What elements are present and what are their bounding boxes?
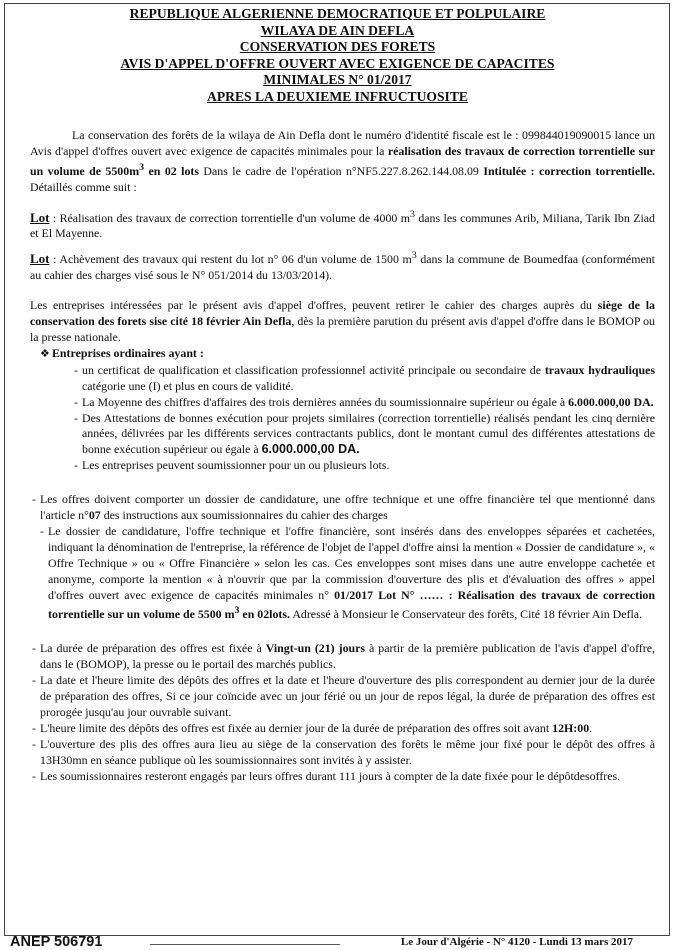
condition-1-text-2: catégorie une (I) et plus en cours de validité. [82, 378, 294, 393]
notice-body [30, 128, 655, 785]
lot-1-sup: 3 [409, 208, 415, 220]
offres-paragraph-2 [30, 524, 655, 623]
delai-1-bold: Vingt-un (21) jours [265, 641, 366, 656]
intro-text-2: Dans le cadre de l'opération n°NF5.227.8.262.144.08.09 [199, 163, 484, 178]
retrait-text-2: , dès la première parution du présent avis d'appel d'offre dans le BOMOP ou la presse nationale. [30, 314, 656, 344]
intro-bold-3: Intitulée : correction torrentielle. [483, 163, 655, 178]
journal-credit: Le Jour d'Algérie - N° 4120 - Lundi 13 mars 2017 [400, 936, 633, 948]
delai-1-text: La durée de préparation des offres est fixée à [40, 641, 266, 656]
condition-1-bold: travaux hydrauliques [544, 362, 655, 377]
dash-bullet-icon: - [74, 458, 78, 473]
footer-divider [150, 944, 340, 945]
lot-1-text-2: dans les communes Arib, Miliana, Tarik Ibn Ziad et El Mayenne. [30, 210, 655, 241]
delai-2 [30, 673, 655, 721]
dash-bullet-icon: - [32, 720, 36, 735]
header-avis-title: AVIS D'APPEL D'OFFRE OUVERT AVEC EXIGENCE DE CAPACITES [120, 55, 555, 71]
notice-header [0, 6, 675, 106]
lot-2-text-2: dans la commune de Boumedfaa (conformément au cahier des charges visé sous le N° 051/2014 du 13/03/2014). [30, 252, 655, 283]
dash-bullet-icon: - [32, 736, 36, 751]
offres-2-bold: 01/2017 Lot N° …… : Réalisation des travaux de correction torrentielle sur un volume de 5500 m [48, 587, 655, 622]
offres-2-bold-2: en 02lots. [239, 607, 290, 622]
header-infructuosite: APRES LA DEUXIEME INFRUCTUOSITE [207, 88, 468, 104]
dash-bullet-icon: - [32, 673, 36, 688]
condition-item-4 [30, 458, 655, 474]
condition-3-text: Des Attestations de bonnes exécution pour projets similaires (correction torrentielle) réalisés pendant les cinq dernière années, délivrées par les différents services contractants publics, dont le montant cumul des différentes attestations de bonne exécution supérieur ou égale à [82, 410, 655, 457]
condition-1-text: un certificat de qualification et classification professionnel activité principale ou secondaire de [82, 362, 545, 377]
dash-bullet-icon: - [32, 768, 36, 783]
lot-2-label: Lot [30, 251, 50, 267]
intro-paragraph [30, 128, 655, 196]
offres-2-text: Le dossier de candidature, l'offre technique et l'offre financière, sont insérés dans des enveloppes séparées et cachetées, indiquant la dénomination de l'entreprise, la référence de l'objet de l'appel d'offre ainsi la mention « Dossier de candidature », « Offre Technique » ou « Offre Financière » selon les cas. Ces enveloppes sont mises dans une autre enveloppe cachetée et anonyme, comporte la mention « à n'ouvrir que par la commission d'ouverture des plis et d'évaluation des offres » appel d'offres ouvert avec exigence de capacités minimales n° [48, 523, 655, 602]
condition-3-amount: 6.000.000,00 DA. [261, 442, 360, 457]
delai-4-text: L'ouverture des plis des offres aura lieu au siège de la conservation des forêts le même jour fixé pour le dépôt des offres à 13H30mn en séance publique où les soumissionnaires sont invités à y assister. [40, 736, 655, 767]
intro-text-1: La conservation des forêts de la wilaya de Ain Defla dont le numéro d'identité fiscale est le : 099844019090015 lance un Avis d'appel d'offres ouvert avec exigence de capacités minimales pour la [30, 128, 655, 158]
lot-1-paragraph [30, 207, 655, 243]
dash-bullet-icon: - [74, 410, 78, 425]
lot-1-label: Lot [30, 209, 50, 225]
retrait-bold: siège de la conservation des forets sise cité 18 février Ain Defla [30, 298, 655, 329]
anep-reference: ANEP 506791 [10, 934, 103, 950]
offres-1-text-2: des instructions aux soumissionnaires du cahier des charges [100, 508, 388, 523]
delai-3 [30, 721, 655, 737]
lot-2-paragraph [30, 248, 655, 284]
delai-5 [30, 769, 655, 785]
delai-1 [30, 641, 655, 673]
intro-bold-1: réalisation des travaux de correction torrentielle sur un volume de 5500m [30, 143, 655, 178]
delai-3-end: . [589, 720, 593, 735]
intro-sup: 3 [139, 161, 145, 173]
dash-bullet-icon: - [40, 523, 44, 538]
conditions-head-text: Entreprises ordinaires ayant : [52, 345, 204, 360]
header-republic: REPUBLIQUE ALGERIENNE DEMOCRATIQUE ET POLPULAIRE [129, 6, 546, 21]
dash-bullet-icon: - [32, 641, 36, 656]
delai-4 [30, 737, 655, 769]
dash-bullet-icon: - [32, 492, 36, 507]
condition-item-1 [30, 363, 655, 395]
header-wilaya: WILAYA DE AIN DEFLA [260, 22, 415, 38]
lot-2-text: : Achèvement des travaux qui restent du lot n° 06 d'un volume de 1500 m [49, 252, 412, 267]
retrait-text-1: Les entreprises intéressées par le présent avis d'appel d'offres, peuvent retirer le cahier des charges auprès du [30, 298, 598, 313]
offres-2-sup: 3 [234, 605, 240, 617]
lot-2-sup: 3 [411, 250, 417, 262]
condition-item-3 [30, 411, 655, 459]
offres-2-address: Adressé à Monsieur le Conservateur des forêts, Cité 18 février Ain Defla. [290, 607, 642, 622]
offres-1-text: Les offres doivent comporter un dossier de candidature, une offre technique et une offre financière tel que mentionné dans l'article n° [40, 492, 655, 523]
condition-2-amount: 6.000.000,00 DA. [568, 394, 654, 409]
conditions-heading [40, 346, 655, 363]
dash-bullet-icon: - [74, 394, 78, 409]
delai-5-text: Les soumissionnaires resteront engagés par leurs offres durant 111 jours à compter de la date fixée pour le dépôtdesoffres. [40, 768, 621, 783]
diamond-bullet-icon: ❖ [40, 347, 50, 360]
delai-2-text: La date et l'heure limite des dépôts des offres et la date et l'heure d'ouverture des plis correspondent au dernier jour de la durée de préparation des offres, Si ce jour coïncide avec un jour férié ou un jour de repos légal, la durée de préparation des offres est prorogée jusqu'au jour ouvrable suivant. [40, 673, 655, 719]
dash-bullet-icon: - [74, 362, 78, 377]
condition-2-text: La Moyenne des chiffres d'affaires des trois dernières années du soumissionnaire supérieur ou égale à [82, 394, 569, 409]
offres-paragraph-1 [30, 492, 655, 524]
header-conservation: CONSERVATION DES FORETS [239, 39, 436, 55]
lot-1-text: : Réalisation des travaux de correction torrentielle d'un volume de 4000 m [49, 210, 410, 225]
retrait-paragraph [30, 298, 655, 346]
intro-bold-2: en 02 lots [144, 163, 199, 178]
delai-3-text: L'heure limite des dépôts des offres est fixée au dernier jour de la durée de préparation des offres soit avant [40, 720, 553, 735]
condition-4-text: Les entreprises peuvent soumissionner pour un ou plusieurs lots. [82, 458, 390, 473]
delai-3-hour: 12H:00 [552, 720, 590, 735]
offres-1-article: 07 [88, 508, 101, 523]
delai-1-text-2: à partir de la première publication de l'avis d'appel d'offre, dans le (BOMOP), la presse ou le portail des marchés publics. [40, 641, 655, 672]
condition-item-2 [30, 395, 655, 411]
intro-text-3: Détaillés comme suit : [30, 179, 137, 194]
header-avis-number: MINIMALES N° 01/2017 [263, 72, 412, 88]
